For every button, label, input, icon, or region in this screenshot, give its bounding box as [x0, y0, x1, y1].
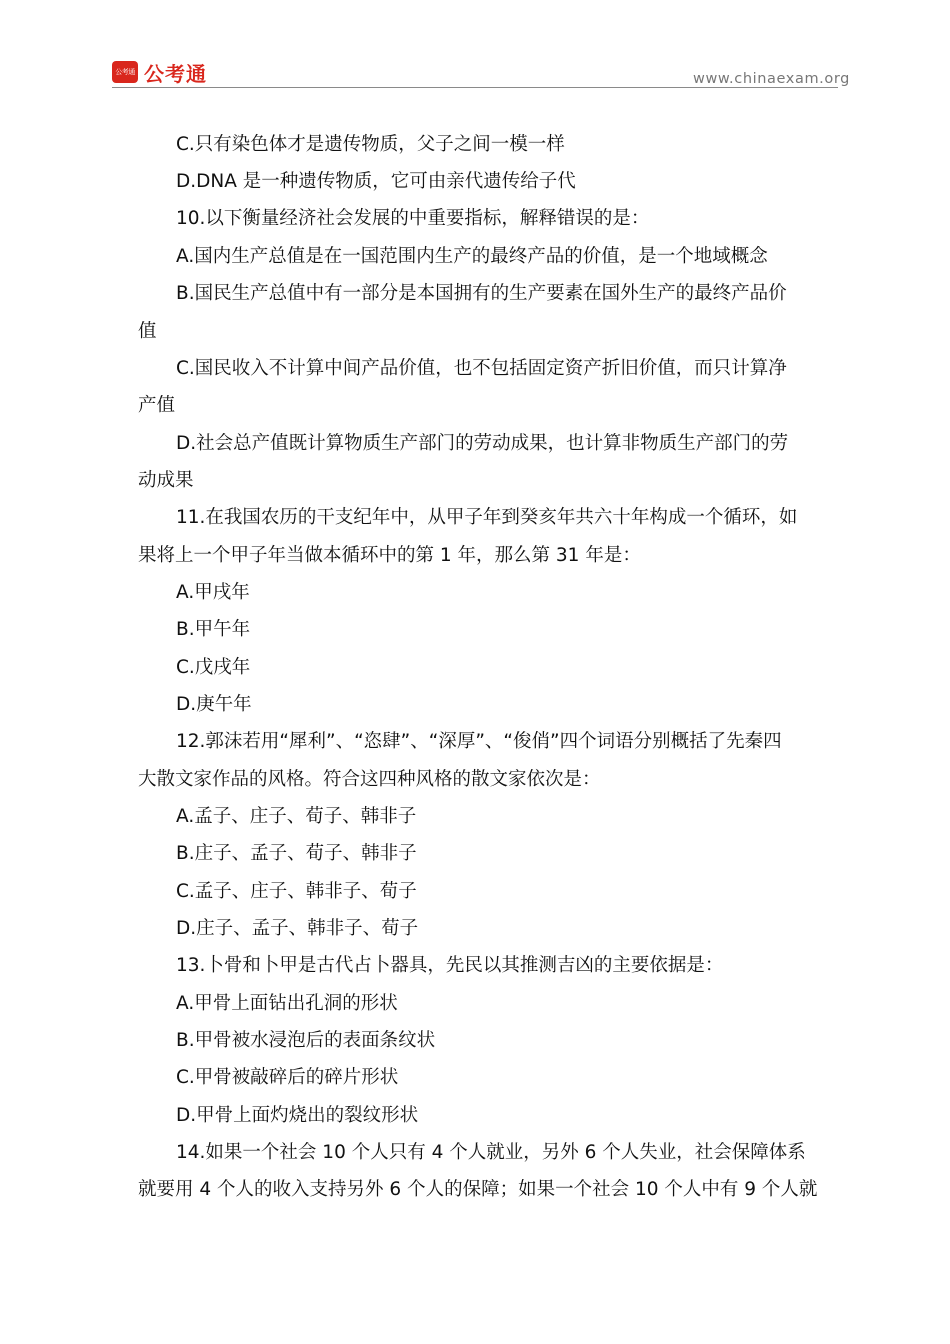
- option-line: A.国内生产总值是在一国范围内生产的最终产品的价值，是一个地域概念: [176, 246, 768, 267]
- page-header: [0, 0, 950, 120]
- text-line: 就要用 4 个人的收入支持另外 6 个人的保障；如果一个社会 10 个人中有 9 个人就: [138, 1179, 818, 1200]
- option-line: B.甲午年: [176, 619, 251, 640]
- option-line: C.甲骨被敲碎后的碎片形状: [176, 1067, 399, 1088]
- option-line: B.甲骨被水浸泡后的表面条纹状: [176, 1030, 436, 1051]
- logo[interactable]: [112, 60, 207, 84]
- text-line: 值: [138, 321, 157, 342]
- option-line: D.庚午年: [176, 694, 252, 715]
- question-14: 14.如果一个社会 10 个人只有 4 个人就业，另外 6 个人失业，社会保障体系: [176, 1142, 806, 1163]
- option-line: B.庄子、孟子、荀子、韩非子: [176, 843, 417, 864]
- option-line: A.甲骨上面钻出孔洞的形状: [176, 993, 398, 1014]
- question-10: 10.以下衡量经济社会发展的中重要指标，解释错误的是：: [176, 208, 650, 229]
- question-11: 11.在我国农历的干支纪年中，从甲子年到癸亥年共六十年构成一个循环，如: [176, 507, 798, 528]
- question-13: 13.卜骨和卜甲是古代占卜器具，先民以其推测吉凶的主要依据是：: [176, 955, 724, 976]
- option-line: C.孟子、庄子、韩非子、荀子: [176, 881, 417, 902]
- logo-text: 公考通: [144, 61, 207, 86]
- question-12: 12.郭沫若用“犀利”、“恣肆”、“深厚”、“俊俏”四个词语分别概括了先秦四: [176, 731, 782, 752]
- text-line: 动成果: [138, 470, 194, 491]
- logo-badge-icon: 公考通: [112, 61, 138, 83]
- option-line: A.甲戌年: [176, 582, 250, 603]
- site-url[interactable]: www.chinaexam.org: [693, 71, 850, 87]
- text-line: 果将上一个甲子年当做本循环中的第 1 年，那么第 31 年是：: [138, 545, 641, 566]
- option-line: D.社会总产值既计算物质生产部门的劳动成果，也计算非物质生产部门的劳: [176, 433, 789, 454]
- text-line: 产值: [138, 395, 176, 416]
- text-line: 大散文家作品的风格。符合这四种风格的散文家依次是：: [138, 769, 601, 790]
- text-line: C.只有染色体才是遗传物质，父子之间一模一样: [176, 134, 565, 155]
- option-line: D.甲骨上面灼烧出的裂纹形状: [176, 1105, 419, 1126]
- option-line: B.国民生产总值中有一部分是本国拥有的生产要素在国外生产的最终产品价: [176, 283, 787, 304]
- option-line: A.孟子、庄子、荀子、韩非子: [176, 806, 417, 827]
- option-line: C.戊戌年: [176, 657, 251, 678]
- option-line: D.庄子、孟子、韩非子、荀子: [176, 918, 419, 939]
- option-line: C.国民收入不计算中间产品价值，也不包括固定资产折旧价值，而只计算净: [176, 358, 787, 379]
- text-line: D.DNA 是一种遗传物质，它可由亲代遗传给子代: [176, 171, 576, 192]
